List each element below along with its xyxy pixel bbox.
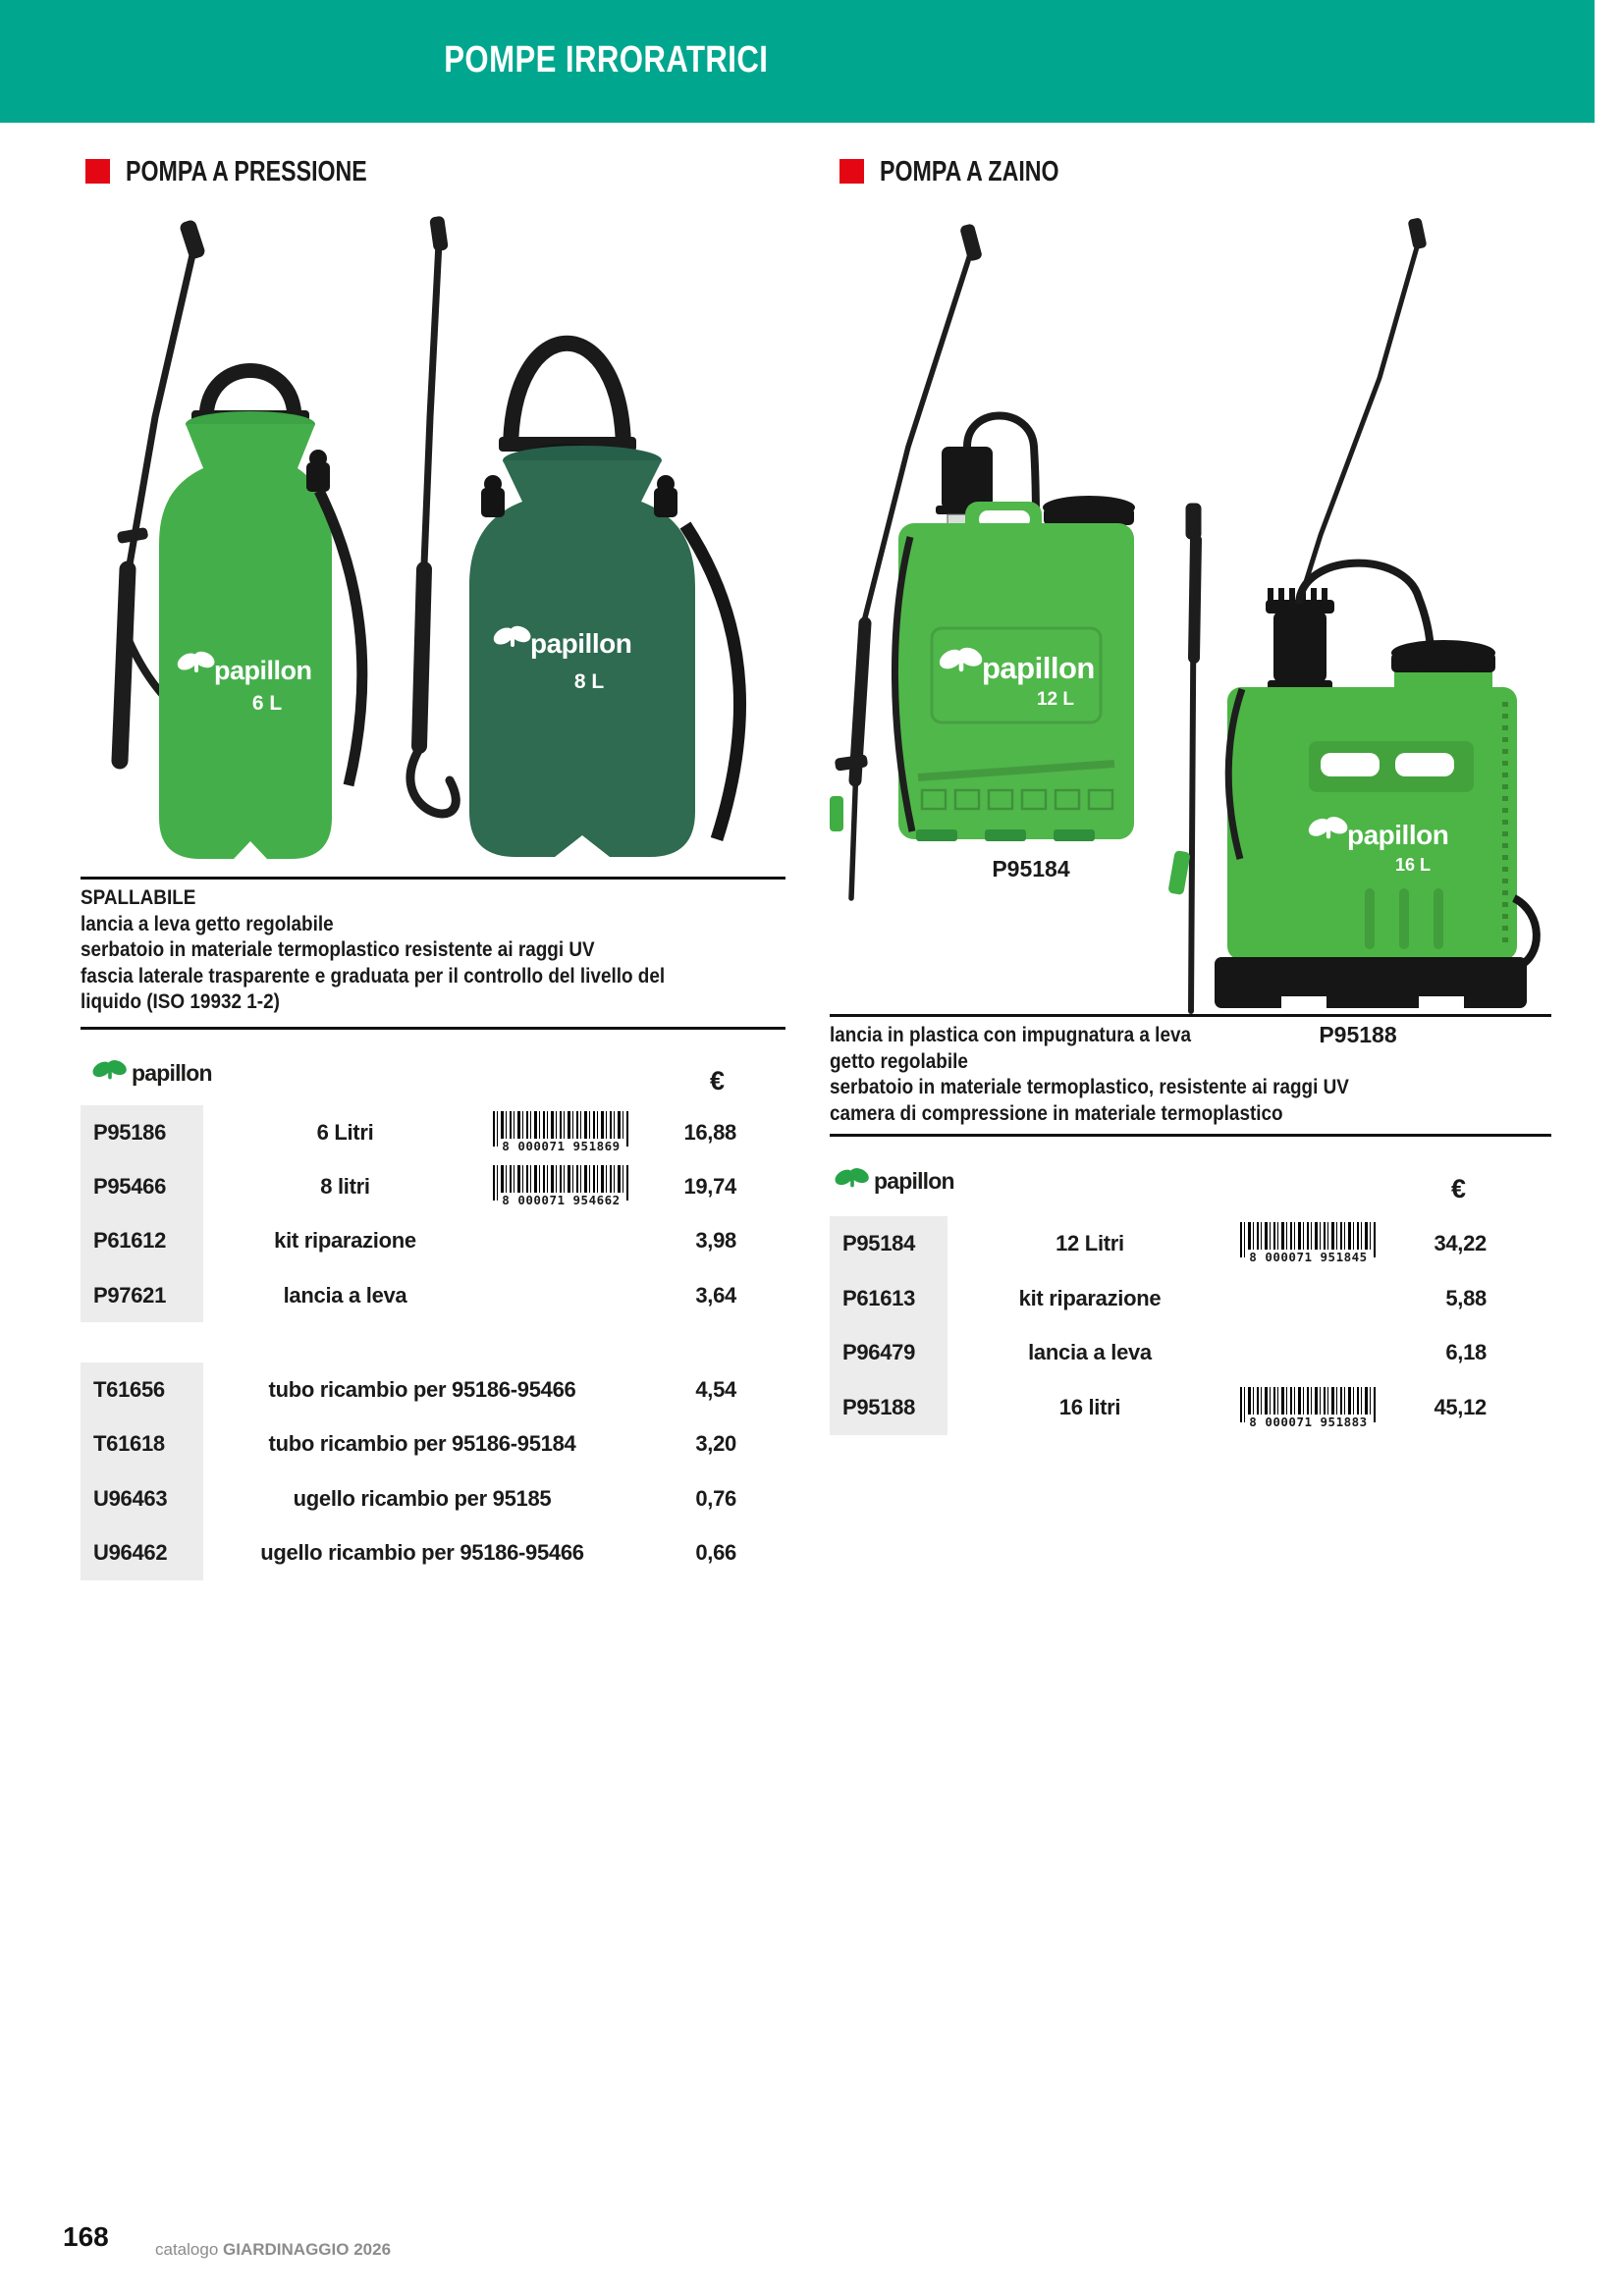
barcode xyxy=(1235,1222,1382,1264)
desc-cell: tubo ricambio per 95186-95184 xyxy=(268,1431,576,1457)
price-cell: 3,20 xyxy=(695,1431,736,1457)
product-description xyxy=(830,1022,1349,1126)
section-marker-icon xyxy=(85,159,110,184)
desc-cell: 12 Litri xyxy=(1056,1230,1124,1255)
bottle-brand-label: papillon xyxy=(530,628,632,659)
code-cell: U96463 xyxy=(81,1471,203,1526)
description-line: getto regolabile xyxy=(830,1048,968,1073)
bottle-brand-label: papillon xyxy=(1347,820,1449,850)
section-marker-icon xyxy=(839,159,864,184)
product-description xyxy=(81,884,665,1015)
barcode xyxy=(1235,1387,1382,1429)
footer-catalog-word: catalogo xyxy=(155,2240,219,2259)
description-line: serbatoio in materiale termoplastico, resistente ai raggi UV xyxy=(830,1075,1349,1099)
price-table-main xyxy=(830,1216,1487,1435)
section-title-pressione: POMPA A PRESSIONE xyxy=(126,156,367,187)
description-line: lancia a leva getto regolabile xyxy=(81,911,334,935)
price-table-spares xyxy=(81,1362,736,1580)
barcode xyxy=(488,1165,635,1207)
desc-cell: kit riparazione xyxy=(1018,1285,1162,1310)
section-title-zaino: POMPA A ZAINO xyxy=(880,156,1059,187)
bottle-size-label: 16 L xyxy=(1394,855,1432,875)
code-cell: T61656 xyxy=(81,1362,203,1417)
barcode-number: 8 000071 951845 xyxy=(1246,1250,1370,1264)
desc-cell: lancia a leva xyxy=(1028,1340,1152,1365)
backpack-sprayer-12l xyxy=(894,496,1135,841)
code-cell: P61613 xyxy=(830,1271,947,1326)
description-line: liquido (ISO 19932 1-2) xyxy=(81,989,280,1014)
price-cell: 3,64 xyxy=(695,1282,736,1308)
desc-cell: ugello ricambio per 95185 xyxy=(293,1485,552,1511)
product-photo-backpack-sprayers xyxy=(830,211,1571,1016)
barcode-number: 8 000071 951869 xyxy=(499,1139,623,1153)
code-cell: P95184 xyxy=(830,1216,947,1271)
code-cell: U96462 xyxy=(81,1526,203,1581)
code-cell: P97621 xyxy=(81,1268,203,1322)
bottle-size-label: 8 L xyxy=(573,670,605,693)
divider xyxy=(81,877,785,880)
code-cell: P61612 xyxy=(81,1214,203,1268)
product-code-label: P95188 xyxy=(1319,1022,1397,1047)
sprayer-base xyxy=(1215,957,1527,1008)
description-line: SPALLABILE xyxy=(81,885,196,909)
price-cell: 16,88 xyxy=(683,1119,736,1145)
price-cell: 5,88 xyxy=(1445,1285,1487,1310)
pump-handle-icon xyxy=(499,344,636,463)
price-cell: 6,18 xyxy=(1445,1340,1487,1365)
bottle-brand-label: papillon xyxy=(214,656,312,685)
product-photo-pressure-sprayers xyxy=(69,211,795,871)
sprayer-8l xyxy=(469,446,740,857)
desc-cell: ugello ricambio per 95186-95466 xyxy=(260,1540,584,1566)
footer-catalog-name: GIARDINAGGIO xyxy=(223,2240,350,2259)
description-line: serbatoio in materiale termoplastico resistente ai raggi UV xyxy=(81,937,595,962)
bottle-brand-label: papillon xyxy=(982,651,1095,685)
price-cell: 0,76 xyxy=(695,1485,736,1511)
divider xyxy=(830,1134,1551,1137)
backpack-sprayer-16l xyxy=(1215,640,1537,1008)
price-cell: 0,66 xyxy=(695,1540,736,1566)
price-cell: 4,54 xyxy=(695,1376,736,1402)
code-cell: T61618 xyxy=(81,1417,203,1472)
barcode-number: 8 000071 954662 xyxy=(499,1193,623,1207)
spray-lance-icon xyxy=(410,216,456,814)
desc-cell: lancia a leva xyxy=(283,1282,407,1308)
price-cell: 19,74 xyxy=(683,1173,736,1199)
desc-cell: 16 litri xyxy=(1058,1395,1121,1420)
desc-cell: kit riparazione xyxy=(274,1228,416,1254)
barcode-number: 8 000071 951883 xyxy=(1246,1415,1370,1429)
bottle-size-label: 6 L xyxy=(251,692,283,715)
footer-catalog-title xyxy=(155,2240,391,2260)
desc-cell: 6 Litri xyxy=(316,1119,374,1145)
desc-cell: tubo ricambio per 95186-95466 xyxy=(268,1376,576,1402)
header-banner xyxy=(0,0,1595,123)
description-line: lancia in plastica con impugnatura a leva xyxy=(830,1023,1192,1046)
desc-cell: 8 litri xyxy=(320,1173,370,1199)
product-code-label: P95184 xyxy=(992,856,1070,881)
code-cell: P95188 xyxy=(830,1380,947,1435)
page-title: POMPE IRRORATRICI xyxy=(443,39,769,80)
price-cell: 34,22 xyxy=(1434,1230,1487,1255)
bottle-size-label: 12 L xyxy=(1036,689,1075,710)
barcode xyxy=(488,1111,635,1153)
sprayer-6l xyxy=(159,411,362,859)
brand-logo-text: papillon xyxy=(874,1167,954,1194)
code-cell: P95186 xyxy=(81,1105,203,1159)
currency-header: € xyxy=(709,1066,725,1095)
price-cell: 45,12 xyxy=(1434,1395,1487,1420)
code-cell: P95466 xyxy=(81,1159,203,1213)
description-line: camera di compressione in materiale termoplastico xyxy=(830,1100,1283,1125)
code-cell: P96479 xyxy=(830,1326,947,1381)
divider xyxy=(81,1027,785,1030)
description-line: fascia laterale trasparente e graduata per il controllo del livello del xyxy=(81,963,666,988)
footer-catalog-year: 2026 xyxy=(353,2240,392,2259)
price-cell: 3,98 xyxy=(695,1228,736,1254)
brand-logo-text: papillon xyxy=(132,1059,212,1086)
price-table-main xyxy=(81,1105,736,1322)
divider xyxy=(830,1014,1551,1017)
currency-header: € xyxy=(1450,1174,1466,1203)
footer-page-number: 168 xyxy=(63,2221,109,2252)
